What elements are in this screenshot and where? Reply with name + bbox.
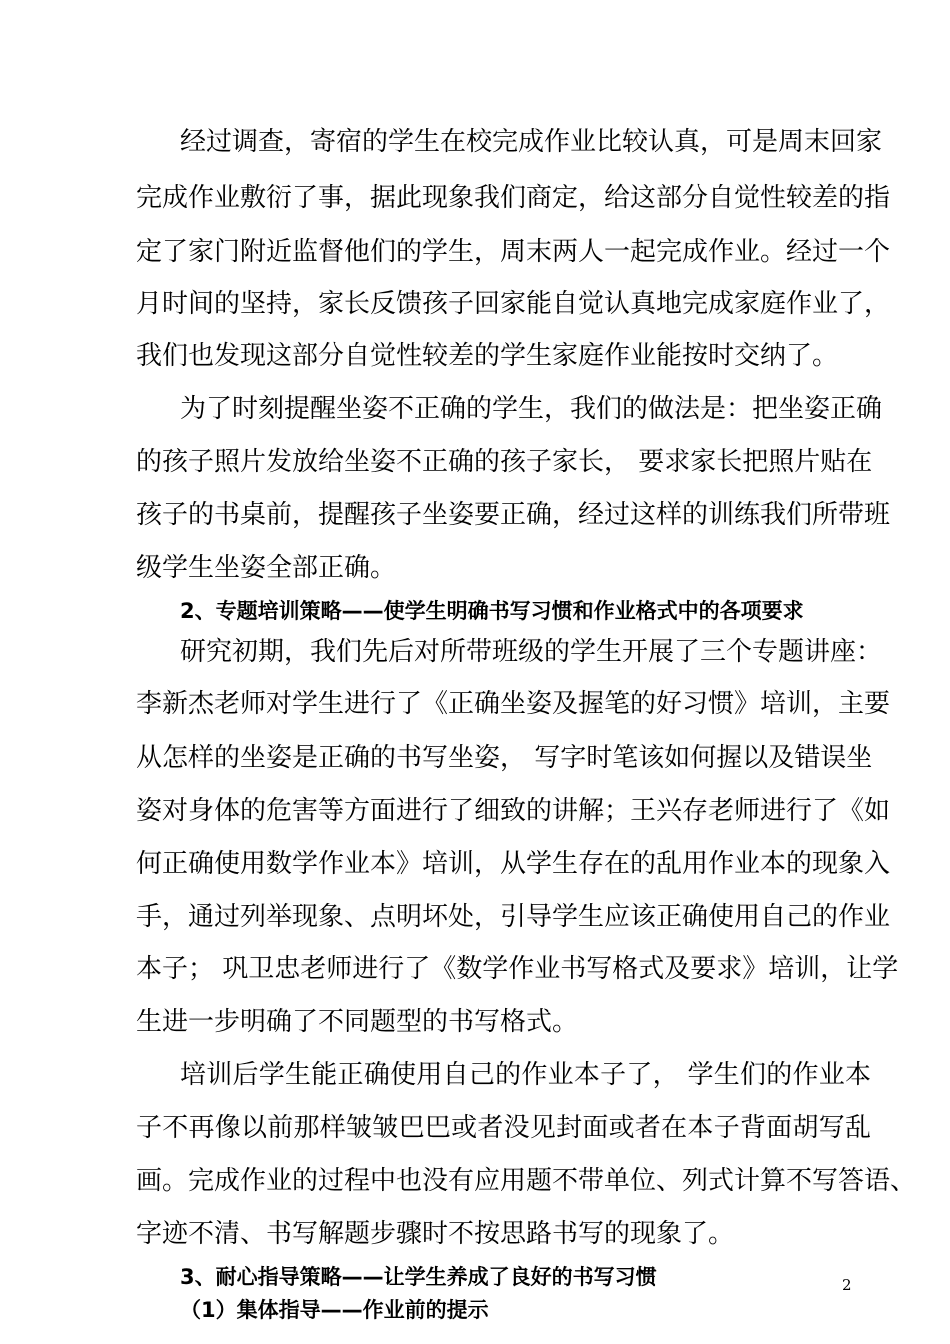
paragraph-line: 手，通过列举现象、点明坏处，引导学生应该正确使用自己的作业	[136, 902, 891, 932]
section-heading: 2、专题培训策略——使学生明确书写习惯和作业格式中的各项要求	[180, 599, 804, 623]
paragraph-line: 李新杰老师对学生进行了《正确坐姿及握笔的好习惯》培训，主要	[136, 689, 891, 719]
paragraph-line: 何正确使用数学作业本》培训，从学生存在的乱用作业本的现象入	[136, 849, 891, 879]
paragraph-line: 级学生坐姿全部正确。	[136, 553, 397, 583]
subsection-heading: （1）集体指导——作业前的提示	[180, 1298, 489, 1322]
paragraph-line: 从怎样的坐姿是正确的书写坐姿， 写字时笔该如何握以及错误坐	[136, 743, 873, 773]
paragraph-line: 孩子的书桌前，提醒孩子坐姿要正确，经过这样的训练我们所带班	[136, 500, 891, 530]
paragraph-line: 的孩子照片发放给坐姿不正确的孩子家长， 要求家长把照片贴在	[136, 447, 873, 477]
paragraph-line: 经过调查，寄宿的学生在校完成作业比较认真，可是周末回家	[180, 127, 883, 157]
paragraph-line: 生进一步明确了不同题型的书写格式。	[136, 1007, 579, 1037]
page-number: 2	[842, 1276, 852, 1294]
paragraph-line: 子不再像以前那样皱皱巴巴或者没见封面或者在本子背面胡写乱	[136, 1113, 871, 1143]
paragraph-line: 画。完成作业的过程中也没有应用题不带单位、列式计算不写答语、	[136, 1166, 917, 1196]
paragraph-line: 本子； 巩卫忠老师进行了《数学作业书写格式及要求》培训，让学	[136, 954, 899, 984]
section-heading: 3、耐心指导策略——让学生养成了良好的书写习惯	[180, 1265, 657, 1289]
paragraph-line: 完成作业敷衍了事，据此现象我们商定，给这部分自觉性较差的指	[136, 183, 891, 213]
paragraph-line: 字迹不清、书写解题步骤时不按思路书写的现象了。	[136, 1219, 735, 1249]
paragraph-line: 为了时刻提醒坐姿不正确的学生，我们的做法是：把坐姿正确	[180, 394, 883, 424]
paragraph-line: 我们也发现这部分自觉性较差的学生家庭作业能按时交纳了。	[136, 341, 839, 371]
paragraph-line: 研究初期，我们先后对所带班级的学生开展了三个专题讲座：	[180, 637, 883, 667]
paragraph-line: 培训后学生能正确使用自己的作业本子了， 学生们的作业本	[180, 1060, 871, 1090]
paragraph-line: 月时间的坚持，家长反馈孩子回家能自觉认真地完成家庭作业了，	[136, 289, 891, 319]
paragraph-line: 定了家门附近监督他们的学生，周末两人一起完成作业。经过一个	[136, 237, 891, 267]
paragraph-line: 姿对身体的危害等方面进行了细致的讲解；王兴存老师进行了《如	[136, 796, 891, 826]
